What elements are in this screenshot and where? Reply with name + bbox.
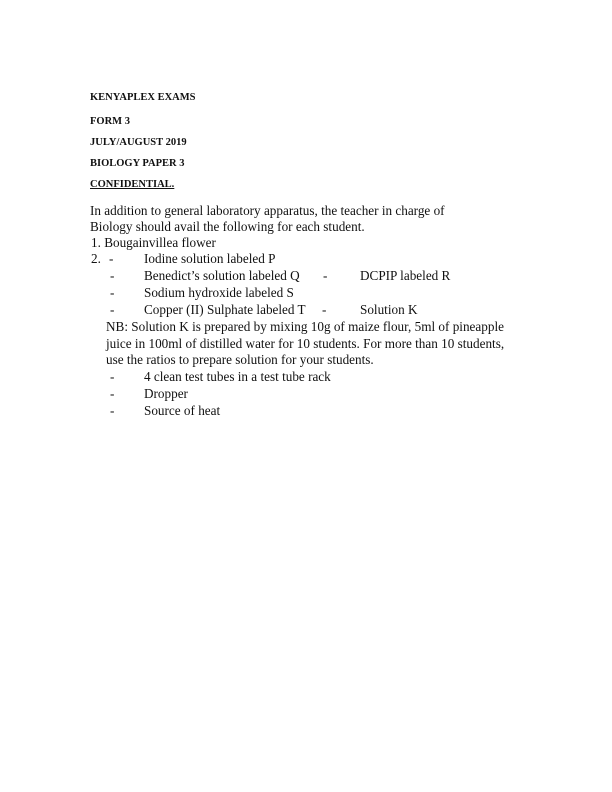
list-item: Source of heat: [144, 403, 221, 418]
bullet-dash: -: [110, 268, 115, 283]
bullet-dash: -: [323, 268, 328, 283]
intro-line-2: Biology should avail the following for each student.: [90, 219, 365, 234]
intro-line-1: In addition to general laboratory apparatus, the teacher in charge of: [90, 203, 445, 218]
form-level: FORM 3: [90, 116, 130, 127]
list-item: Iodine solution labeled P: [144, 251, 276, 266]
nb-line-2: juice in 100ml of distilled water for 10 students. For more than 10 students,: [106, 336, 505, 351]
list-item: 4 clean test tubes in a test tube rack: [144, 369, 331, 384]
list-item: Benedict’s solution labeled Q: [144, 268, 300, 283]
exam-date: JULY/AUGUST 2019: [90, 137, 187, 148]
bullet-dash: -: [110, 302, 115, 317]
bullet-dash: -: [110, 403, 115, 418]
list-item: Dropper: [144, 386, 188, 401]
item-2-number: 2.: [91, 251, 101, 266]
nb-line-1: NB: Solution K is prepared by mixing 10g of maize flour, 5ml of pineapple: [106, 319, 504, 334]
nb-line-3: use the ratios to prepare solution for your students.: [106, 352, 374, 367]
bullet-dash: -: [110, 369, 115, 384]
bullet-dash: -: [110, 386, 115, 401]
exam-provider: KENYAPLEX EXAMS: [90, 92, 196, 103]
bullet-dash: -: [110, 285, 115, 300]
confidential-heading: CONFIDENTIAL.: [90, 179, 175, 190]
list-item: Copper (II) Sulphate labeled T: [144, 302, 306, 317]
list-item: Solution K: [360, 302, 418, 317]
bullet-dash: -: [109, 251, 114, 266]
item-1: 1. Bougainvillea flower: [91, 235, 216, 250]
list-item: DCPIP labeled R: [360, 268, 451, 283]
paper-title: BIOLOGY PAPER 3: [90, 158, 185, 169]
bullet-dash: -: [322, 302, 327, 317]
list-item: Sodium hydroxide labeled S: [144, 285, 294, 300]
